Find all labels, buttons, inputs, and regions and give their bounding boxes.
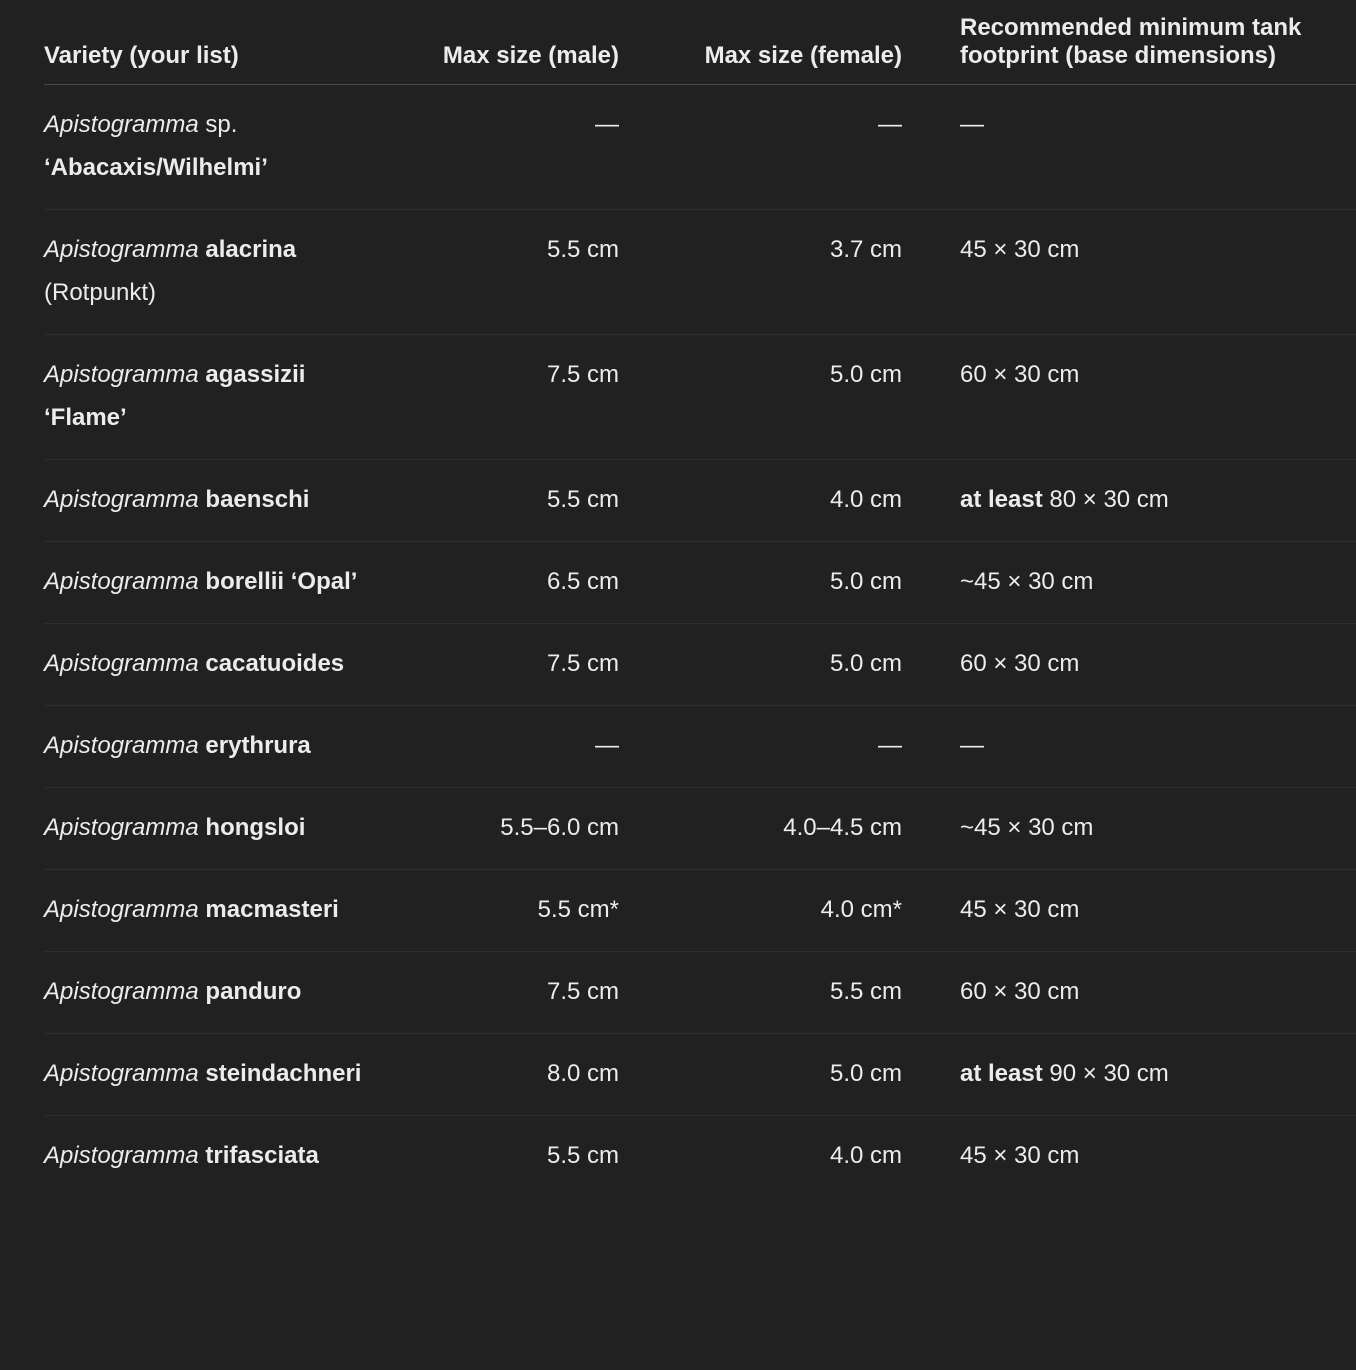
variety-cell	[44, 1116, 374, 1198]
female-size-cell: 4.0 cm*	[619, 870, 902, 952]
male-size-cell: 5.5 cm*	[374, 870, 619, 952]
female-size-cell: 5.0 cm	[619, 542, 902, 624]
tank-dimensions: 60 × 30 cm	[960, 978, 1080, 1005]
male-size-cell: 7.5 cm	[374, 624, 619, 706]
variety-cell	[44, 542, 374, 624]
tank-footprint-cell	[902, 1034, 1356, 1116]
species-name: alacrina	[205, 236, 297, 263]
table-row	[44, 624, 1356, 706]
variety-cell	[44, 335, 374, 460]
species-name: trifasciata	[205, 1142, 319, 1169]
tank-dimensions: 45 × 30 cm	[960, 236, 1080, 263]
male-size-cell: 7.5 cm	[374, 952, 619, 1034]
female-size-cell: 4.0 cm	[829, 1142, 902, 1169]
header-tank-footprint: Recommended minimum tank footprint (base dimensions)	[902, 14, 1356, 85]
female-size-cell: 5.0 cm	[619, 1034, 902, 1116]
table-row	[44, 952, 1356, 1034]
genus-name: Apistogramma	[44, 568, 199, 595]
male-size-cell: 5.5 cm	[374, 210, 619, 335]
genus-name: Apistogramma	[44, 1060, 199, 1087]
female-size-cell: —	[619, 85, 902, 210]
female-size-cell: —	[619, 706, 902, 788]
tank-dimensions: 90 × 30 cm	[1049, 1060, 1169, 1087]
tank-dimensions: —	[960, 732, 984, 759]
tank-footprint-cell	[902, 624, 1356, 706]
male-size-cell: —	[374, 85, 619, 210]
table-row	[44, 210, 1356, 335]
species-name: hongsloi	[205, 814, 306, 841]
header-male-size: Max size (male)	[374, 14, 619, 85]
table-row	[44, 85, 1356, 210]
species-name: steindachneri	[205, 1060, 362, 1087]
tank-prefix: at least	[960, 1060, 1043, 1087]
header-female-size: Max size (female)	[619, 14, 902, 85]
tank-dimensions: 60 × 30 cm	[960, 650, 1080, 677]
tank-dimensions: 80 × 30 cm	[1049, 486, 1169, 513]
tank-footprint-cell	[902, 1116, 1356, 1198]
genus-name: Apistogramma	[44, 111, 199, 138]
tank-dimensions: 60 × 30 cm	[960, 361, 1080, 388]
variety-cell	[44, 1034, 374, 1116]
species-name: macmasteri	[205, 896, 339, 923]
tank-footprint-cell	[902, 706, 1356, 788]
species-name: borellii ‘Opal’	[205, 568, 358, 595]
female-size-cell: 5.0 cm	[619, 335, 902, 460]
header-row	[44, 14, 1356, 85]
tank-dimensions: 45 × 30 cm	[960, 1142, 1080, 1169]
tank-footprint-cell	[902, 335, 1356, 460]
table-row	[44, 460, 1356, 542]
variety-cell	[44, 85, 374, 210]
tank-dimensions: —	[960, 111, 984, 138]
tank-footprint-cell	[902, 542, 1356, 624]
tank-footprint-cell	[902, 210, 1356, 335]
table-row	[44, 335, 1356, 460]
tank-dimensions: 45 × 30 cm	[960, 896, 1080, 923]
genus-name: Apistogramma	[44, 650, 199, 677]
species-name: baenschi	[205, 486, 310, 513]
male-size-cell: —	[374, 706, 619, 788]
table-body	[44, 85, 1356, 1198]
variety-cell	[44, 952, 374, 1034]
variety-cell	[44, 706, 374, 788]
genus-name: Apistogramma	[44, 1142, 199, 1169]
species-name: cacatuoides	[205, 650, 345, 677]
variety-cell	[44, 210, 374, 335]
variety-cell	[44, 788, 374, 870]
species-name: panduro	[205, 978, 302, 1005]
male-size-cell: 5.5–6.0 cm	[374, 788, 619, 870]
species-suffix: (Rotpunkt)	[44, 279, 157, 306]
tank-footprint-cell	[902, 85, 1356, 210]
tank-dimensions: ~45 × 30 cm	[960, 568, 1094, 595]
genus-name: Apistogramma	[44, 361, 199, 388]
species-table	[44, 14, 1356, 1197]
species-name: agassizii ‘Flame’	[44, 361, 306, 431]
variety-cell	[44, 460, 374, 542]
genus-name: Apistogramma	[44, 814, 199, 841]
genus-name: Apistogramma	[44, 978, 199, 1005]
table-row	[44, 1116, 1356, 1198]
genus-name: Apistogramma	[44, 486, 199, 513]
tank-footprint-cell	[902, 952, 1356, 1034]
male-size-cell: 5.5 cm	[546, 1142, 619, 1169]
header-variety: Variety (your list)	[44, 14, 374, 85]
tank-footprint-cell	[902, 870, 1356, 952]
genus-name: Apistogramma	[44, 236, 199, 263]
female-size-cell: 3.7 cm	[619, 210, 902, 335]
table-row	[44, 1034, 1356, 1116]
tank-prefix: at least	[960, 486, 1043, 513]
species-name: ‘Abacaxis/Wilhelmi’	[44, 154, 268, 181]
table-row	[44, 706, 1356, 788]
genus-name: Apistogramma	[44, 896, 199, 923]
tank-footprint-cell	[902, 460, 1356, 542]
tank-footprint-cell	[902, 788, 1356, 870]
female-size-cell: 4.0 cm	[619, 460, 902, 542]
table-header	[44, 14, 1356, 85]
species-prefix: sp.	[205, 111, 238, 138]
table-row	[44, 788, 1356, 870]
female-size-cell: 5.5 cm	[619, 952, 902, 1034]
tank-dimensions: ~45 × 30 cm	[960, 814, 1094, 841]
table-row	[44, 542, 1356, 624]
species-name: erythrura	[205, 732, 311, 759]
male-size-cell: 6.5 cm	[374, 542, 619, 624]
male-size-cell: 7.5 cm	[374, 335, 619, 460]
genus-name: Apistogramma	[44, 732, 199, 759]
variety-cell	[44, 870, 374, 952]
female-size-cell: 4.0–4.5 cm	[619, 788, 902, 870]
female-size-cell: 5.0 cm	[619, 624, 902, 706]
variety-cell	[44, 624, 374, 706]
table-container	[44, 14, 1356, 1197]
male-size-cell: 8.0 cm	[374, 1034, 619, 1116]
male-size-cell: 5.5 cm	[374, 460, 619, 542]
table-row	[44, 870, 1356, 952]
